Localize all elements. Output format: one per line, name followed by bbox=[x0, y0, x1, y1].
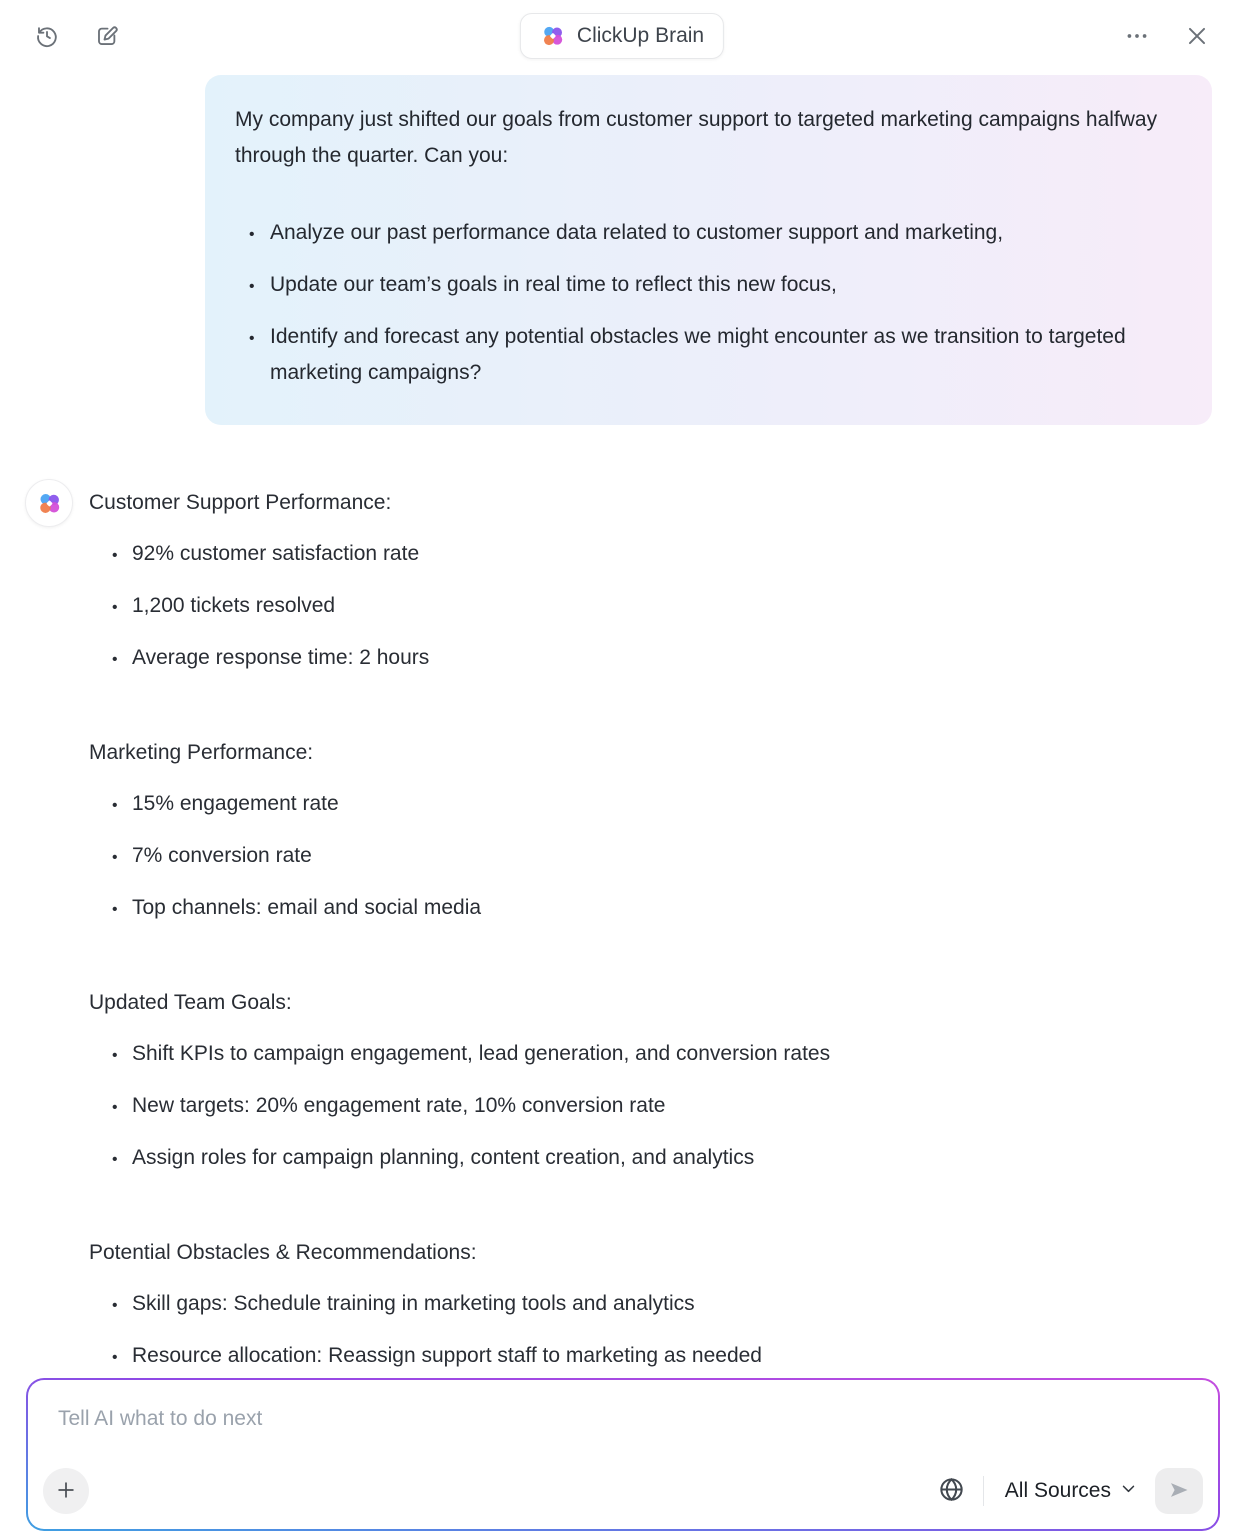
ai-bullet: • Assign roles for campaign planning, content creation, and analytics bbox=[89, 1140, 1212, 1176]
ai-avatar bbox=[25, 479, 73, 527]
section-heading: Updated Team Goals: bbox=[89, 991, 292, 1014]
sources-dropdown[interactable] bbox=[1005, 1479, 1137, 1503]
ai-bullet: • 7% conversion rate bbox=[89, 838, 1212, 874]
section-heading: Marketing Performance: bbox=[89, 741, 314, 764]
section-heading: Customer Support Performance: bbox=[89, 491, 392, 514]
user-message-bullet: • Analyze our past performance data related to customer support and marketing, bbox=[235, 215, 1182, 251]
ellipsis-icon bbox=[1124, 23, 1150, 52]
ai-bullet: • 1,200 tickets resolved bbox=[89, 588, 1212, 624]
clickup-brain-logo-icon bbox=[540, 23, 566, 49]
ai-bullet: • Average response time: 2 hours bbox=[89, 640, 1212, 676]
ai-section-customer-support bbox=[89, 485, 1212, 676]
more-options-button[interactable] bbox=[1122, 22, 1152, 52]
ai-response bbox=[0, 479, 1244, 1374]
user-message-bullet: • Update our team’s goals in real time to reflect this new focus, bbox=[235, 267, 1182, 303]
sources-label: All Sources bbox=[1004, 1479, 1111, 1502]
globe-icon bbox=[937, 1475, 966, 1507]
plus-icon bbox=[55, 1479, 77, 1504]
divider bbox=[983, 1476, 984, 1506]
send-button[interactable] bbox=[1155, 1468, 1203, 1514]
ai-bullet: • 92% customer satisfaction rate bbox=[89, 536, 1212, 572]
ai-bullet: • Skill gaps: Schedule training in marketing tools and analytics bbox=[89, 1286, 1212, 1322]
composer bbox=[26, 1378, 1220, 1531]
ai-bullet: • 15% engagement rate bbox=[89, 786, 1212, 822]
page-title: ClickUp Brain bbox=[576, 24, 705, 47]
user-message-intro: My company just shifted our goals from customer support to targeted marketing campaigns halfway through the quarter. Can you: bbox=[235, 108, 1158, 167]
top-bar bbox=[0, 0, 1244, 74]
prompt-input[interactable] bbox=[58, 1404, 849, 1464]
ai-section-obstacles bbox=[89, 1235, 1212, 1374]
history-icon bbox=[34, 23, 60, 52]
compose-icon bbox=[94, 23, 120, 52]
history-button[interactable] bbox=[32, 22, 62, 52]
ai-bullet: • Shift KPIs to campaign engagement, lead generation, and conversion rates bbox=[89, 1036, 1212, 1072]
user-message-bubble bbox=[205, 75, 1212, 425]
close-icon bbox=[1184, 23, 1210, 52]
ai-section-marketing bbox=[89, 735, 1212, 926]
user-message-bullet: • Identify and forecast any potential obstacles we might encounter as we transition to targeted marketing campaigns? bbox=[235, 319, 1182, 391]
add-attachment-button[interactable] bbox=[43, 1468, 89, 1514]
close-button[interactable] bbox=[1182, 22, 1212, 52]
ai-response-content bbox=[89, 479, 1212, 1374]
brain-title-pill[interactable] bbox=[520, 13, 724, 59]
section-heading: Potential Obstacles & Recommendations: bbox=[89, 1241, 477, 1264]
ai-bullet: • Top channels: email and social media bbox=[89, 890, 1212, 926]
web-search-button[interactable] bbox=[936, 1475, 968, 1507]
new-chat-button[interactable] bbox=[92, 22, 122, 52]
chevron-down-icon bbox=[1120, 1479, 1137, 1503]
ai-bullet: • Resource allocation: Reassign support staff to marketing as needed bbox=[89, 1338, 1212, 1374]
user-message-list bbox=[235, 215, 1182, 391]
clickup-brain-logo-icon bbox=[36, 490, 63, 517]
ai-section-team-goals bbox=[89, 985, 1212, 1176]
ai-bullet: • New targets: 20% engagement rate, 10% conversion rate bbox=[89, 1088, 1212, 1124]
send-icon bbox=[1167, 1478, 1191, 1505]
